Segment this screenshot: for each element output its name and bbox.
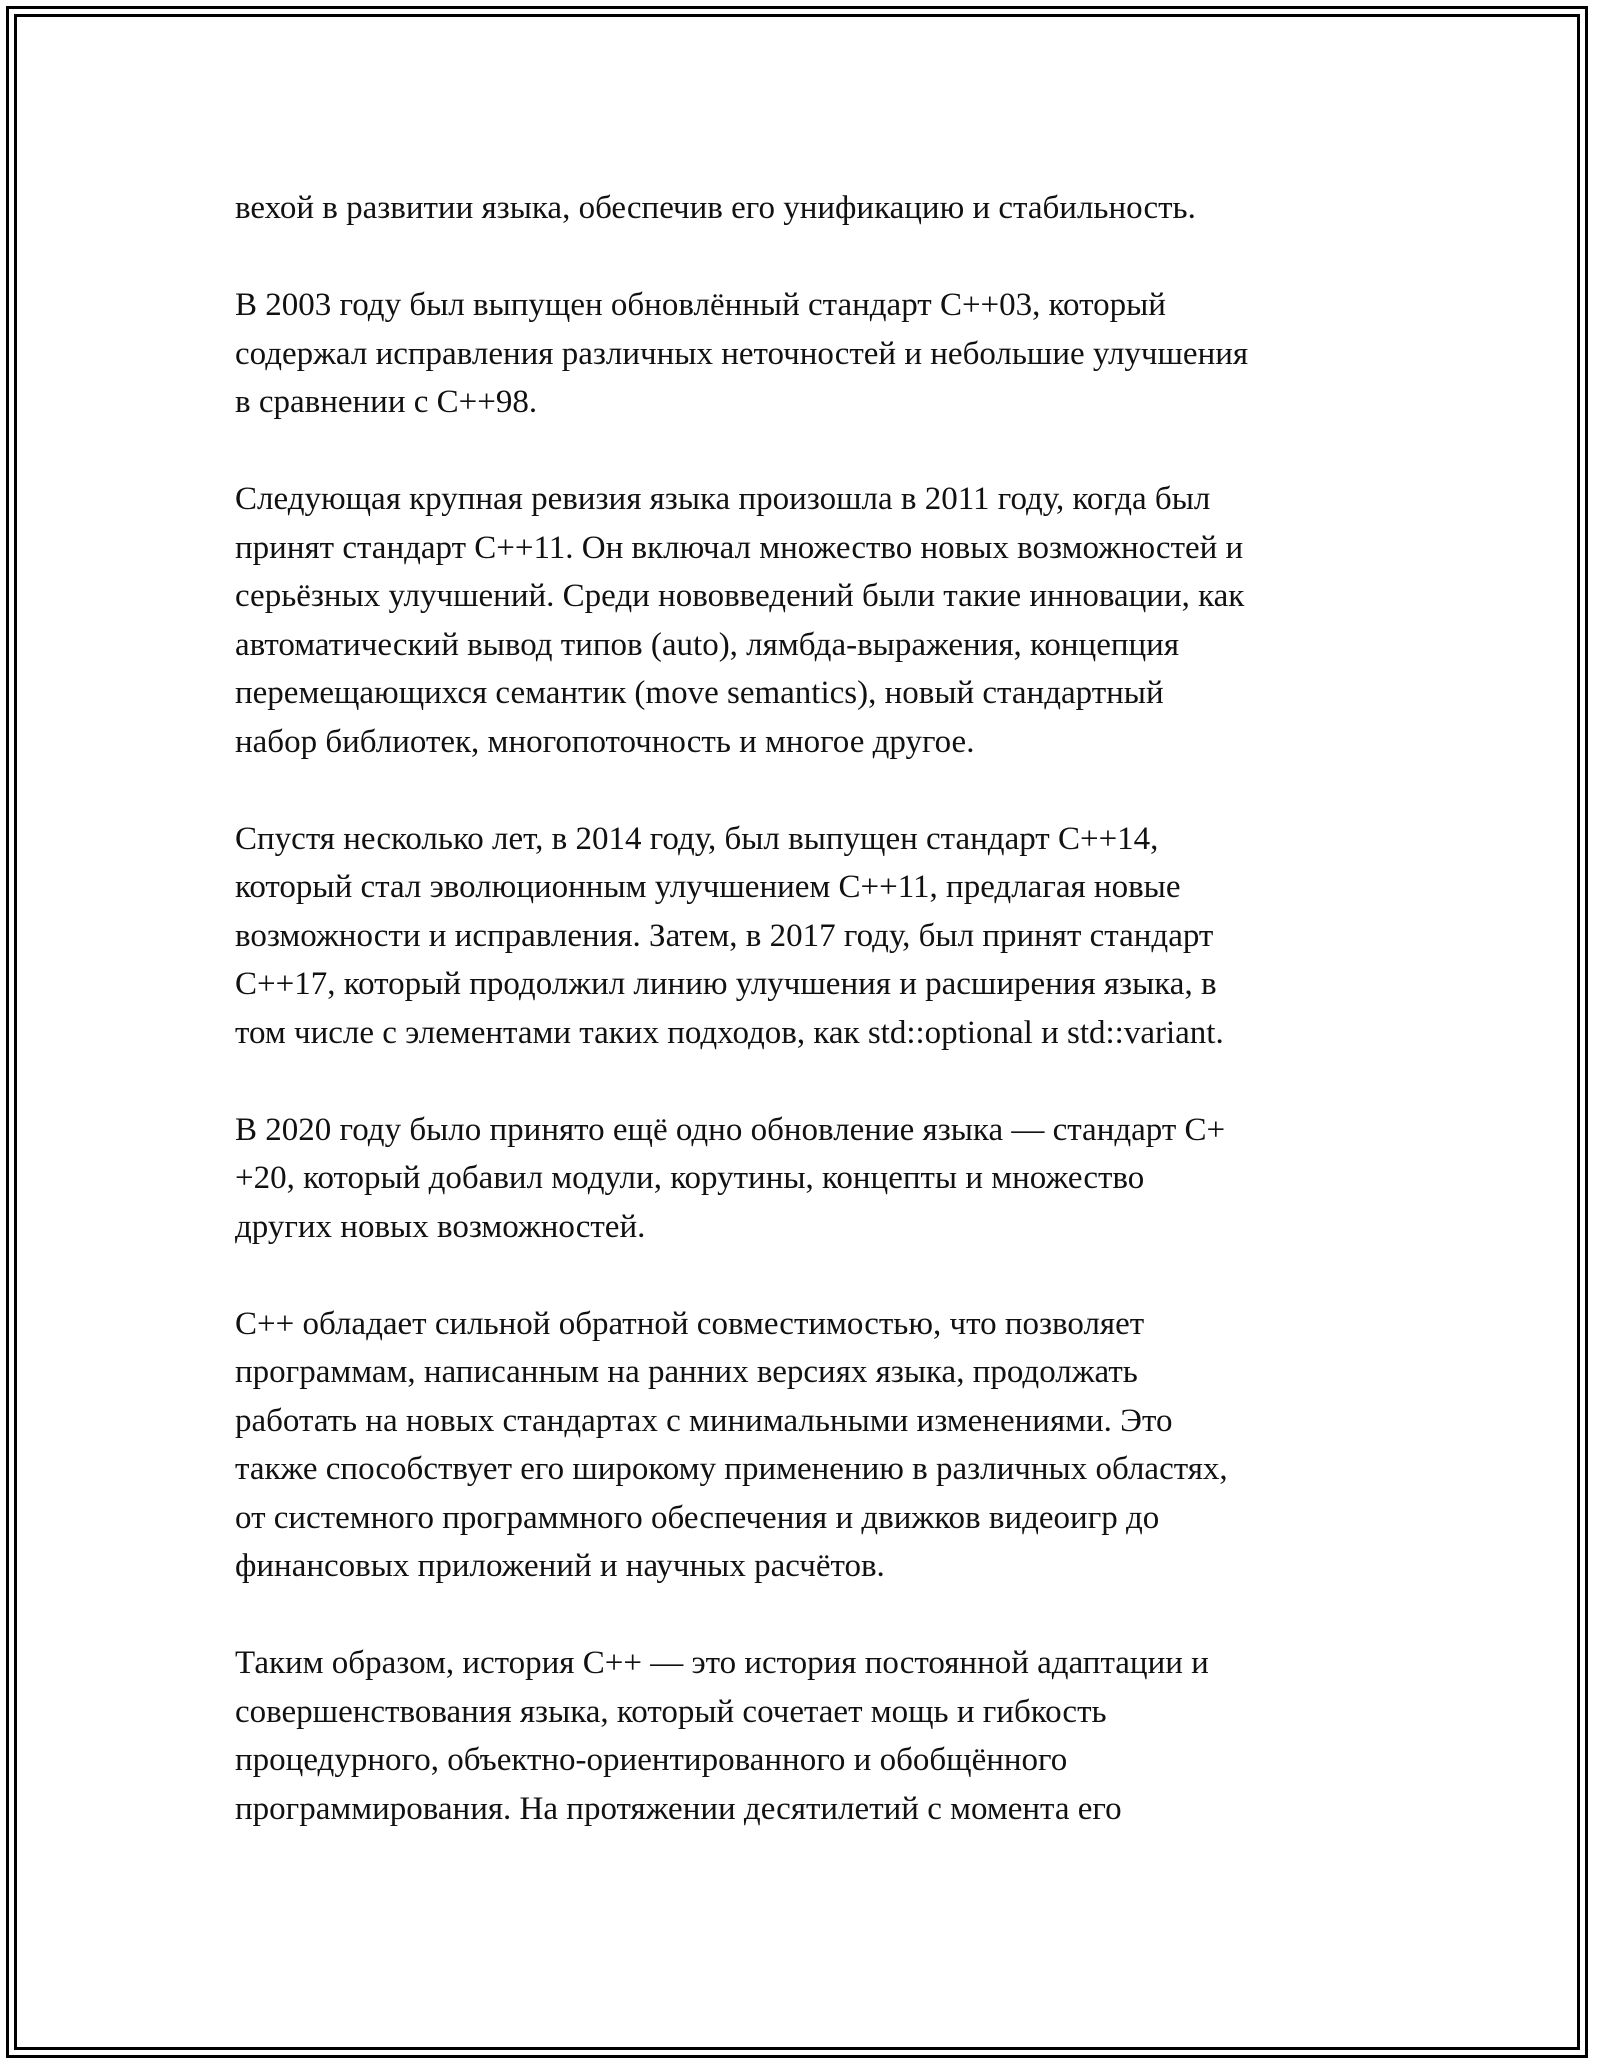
text-line: содержал исправления различных неточностей и небольшие улучшения (235, 335, 1249, 372)
paragraph-7 (235, 1639, 1375, 1833)
text-line: В 2020 году было принято ещё одно обновление языка — стандарт C+ (235, 1111, 1226, 1148)
text-line: +20, который добавил модули, корутины, концепты и множество (235, 1160, 1145, 1196)
text-line: Следующая крупная ревизия языка произошла в 2011 году, когда был (235, 481, 1211, 517)
text-line: программам, написанным на ранних версиях языка, продолжать (235, 1354, 1138, 1390)
text-line: перемещающихся семантик (move semantics), новый стандартный (235, 675, 1164, 711)
text-line: C++ обладает сильной обратной совместимостью, что позволяет (235, 1305, 1145, 1342)
paragraph-3 (235, 475, 1375, 766)
text-line: C++17, который продолжил линию улучшения и расширения языка, в (235, 966, 1217, 1002)
text-line: финансовых приложений и научных расчётов. (235, 1548, 885, 1584)
text-line: в сравнении с C++98. (235, 384, 538, 420)
text-line: В 2003 году был выпущен обновлённый стандарт C++03, который (235, 287, 1166, 323)
text-line: процедурного, объектно-ориентированного и обобщённого (235, 1742, 1068, 1778)
text-line: других новых возможностей. (235, 1208, 646, 1245)
text-line: который стал эволюционным улучшением C++11, предлагая новые (235, 869, 1181, 905)
text-line: автоматический вывод типов (auto), лямбда-выражения, концепция (235, 626, 1179, 663)
text-line: работать на новых стандартах с минимальными изменениями. Это (235, 1402, 1173, 1439)
paragraph-4 (235, 815, 1375, 1058)
text-line: возможности и исправления. Затем, в 2017 году, был принят стандарт (235, 917, 1214, 954)
text-line: набор библиотек, многопоточность и многое другое. (235, 723, 975, 760)
text-line: том числе с элементами таких подходов, как std::optional и std::variant. (235, 1014, 1224, 1051)
text-line: программирования. На протяжении десятилетий с момента его (235, 1790, 1122, 1827)
paragraph-1 (235, 184, 1375, 233)
text-line: от системного программного обеспечения и движков видеоигр до (235, 1499, 1160, 1536)
text-line: Спустя несколько лет, в 2014 году, был выпущен стандарт C++14, (235, 820, 1159, 857)
text-line: вехой в развитии языка, обеспечив его унификацию и стабильность. (235, 190, 1196, 226)
paragraph-5 (235, 1106, 1375, 1252)
paragraph-2 (235, 281, 1375, 427)
text-line: также способствует его широкому применению в различных областях, (235, 1451, 1228, 1487)
document-body (235, 184, 1375, 1882)
text-line: серьёзных улучшений. Среди нововведений были такие инновации, как (235, 578, 1245, 614)
text-line: Таким образом, история C++ — это история постоянной адаптации и (235, 1645, 1209, 1681)
paragraph-6 (235, 1300, 1375, 1591)
text-line: совершенствования языка, который сочетает мощь и гибкость (235, 1693, 1107, 1730)
text-line: принят стандарт C++11. Он включал множество новых возможностей и (235, 529, 1244, 566)
